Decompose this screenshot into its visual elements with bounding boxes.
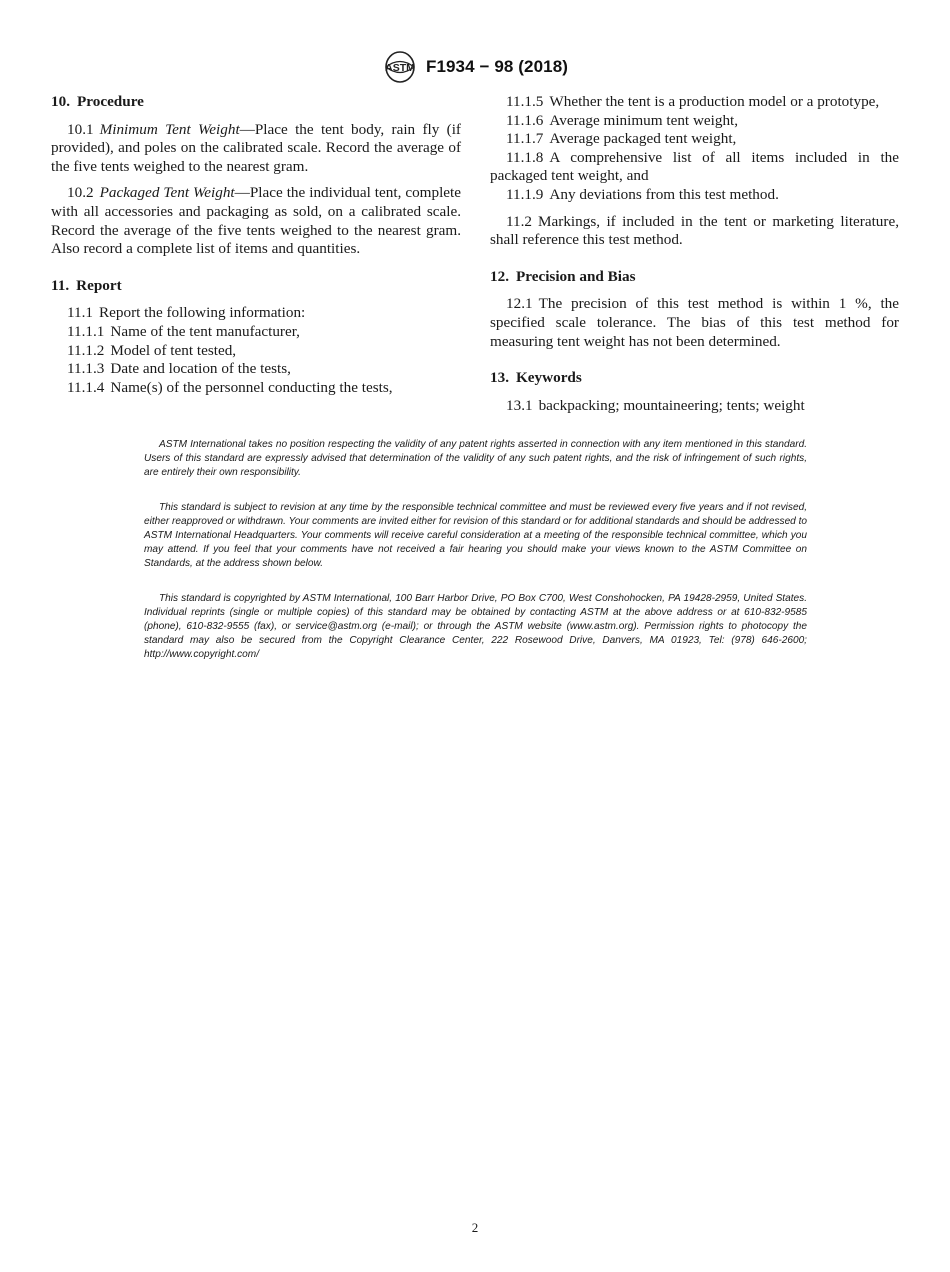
- list-item: 11.1.8 A comprehensive list of all items included in the packaged tent weight, and: [490, 148, 899, 185]
- paragraph-11-2: 11.2 Markings, if included in the tent or marketing literature, shall reference this test method.: [490, 212, 899, 249]
- standard-designation: F1934 − 98 (2018): [425, 57, 569, 76]
- section-heading-10: 10. Procedure: [51, 93, 144, 110]
- paragraph-13-1: 13.1 backpacking; mountaineering; tents; weight: [506, 396, 805, 414]
- list-item: 11.1.5 Whether the tent is a production model or a prototype,: [506, 93, 880, 110]
- left-column: [51, 93, 461, 397]
- list-item: 11.1 Report the following information:: [67, 304, 306, 322]
- svg-text:ASTM: ASTM: [385, 62, 415, 74]
- page-number: 2: [471, 1220, 479, 1235]
- list-item: 11.1.2 Model of tent tested,: [67, 341, 237, 359]
- list-item: 11.1.6 Average minimum tent weight,: [506, 111, 739, 129]
- astm-logo-icon: [382, 50, 418, 84]
- patent-notice: ASTM International takes no position respecting the validity of any patent rights asserted in connection with any item mentioned in this standard. Users of this standard are expressly advised that determination of the validity of any such patent rights, and the risk of infringement of such rights, are entirely their own responsibility.: [144, 439, 807, 479]
- list-item: 11.1.4 Name(s) of the personnel conducting the tests,: [67, 378, 393, 396]
- legal-notices: [144, 438, 807, 683]
- section-heading-12: 12. Precision and Bias: [490, 267, 636, 285]
- list-item: 11.1.1 Name of the tent manufacturer,: [67, 322, 300, 340]
- paragraph-10-2: 10.2 Packaged Tent Weight—Place the individual tent, complete with all accessories and packaging as sold, on a calibrated scale. Record the average of the five tents weighed to the nearest gram. Also record a complete list of items and quantities.: [51, 184, 461, 258]
- section-heading-13: 13. Keywords: [490, 369, 582, 387]
- list-item: 11.1.7 Average packaged tent weight,: [506, 130, 737, 148]
- revision-notice: This standard is subject to revision at any time by the responsible technical committee and must be reviewed every five years and if not revised, either reapproved or withdrawn. Your comments are invited either for revision of this standard or for additional standards and should be addressed to ASTM International Headquarters. Your comments will receive careful consideration at a meeting of the responsible technical committee, which you may attend. If you feel that your comments have not received a fair hearing you should make your views known to the ASTM Committee on Standards, at the address shown below.: [144, 501, 808, 570]
- document-header: [0, 50, 950, 84]
- list-item: 11.1.3 Date and location of the tests,: [67, 360, 291, 378]
- copyright-notice: This standard is copyrighted by ASTM International, 100 Barr Harbor Drive, PO Box C700, West Conshohocken, PA 19428-2959, United States. Individual reprints (single or multiple copies) of this standard may be obtained by contacting ASTM at the above address or at 610-832-9585 (phone), 610-832-9555 (fax), or service@astm.org (e-mail); or through the ASTM website (www.astm.org). Permission rights to photocopy the standard may also be secured from the Copyright Clearance Center, 222 Rosewood Drive, Danvers, MA 01923, Tel: (978) 646-2600; http://www.copyright.com/: [144, 592, 807, 661]
- paragraph-10-1: 10.1 Minimum Tent Weight—Place the tent body, rain fly (if provided), and poles on the calibrated scale. Record the average of the five tents weighed to the nearest gram.: [51, 120, 461, 175]
- right-column: [490, 93, 899, 423]
- section-heading-11: 11. Report: [51, 276, 122, 294]
- paragraph-12-1: 12.1 The precision of this test method is within 1 %, the specified scale tolerance. The bias of this test method for measuring tent weight has not been determined.: [490, 295, 899, 350]
- list-item: 11.1.9 Any deviations from this test method.: [506, 185, 779, 203]
